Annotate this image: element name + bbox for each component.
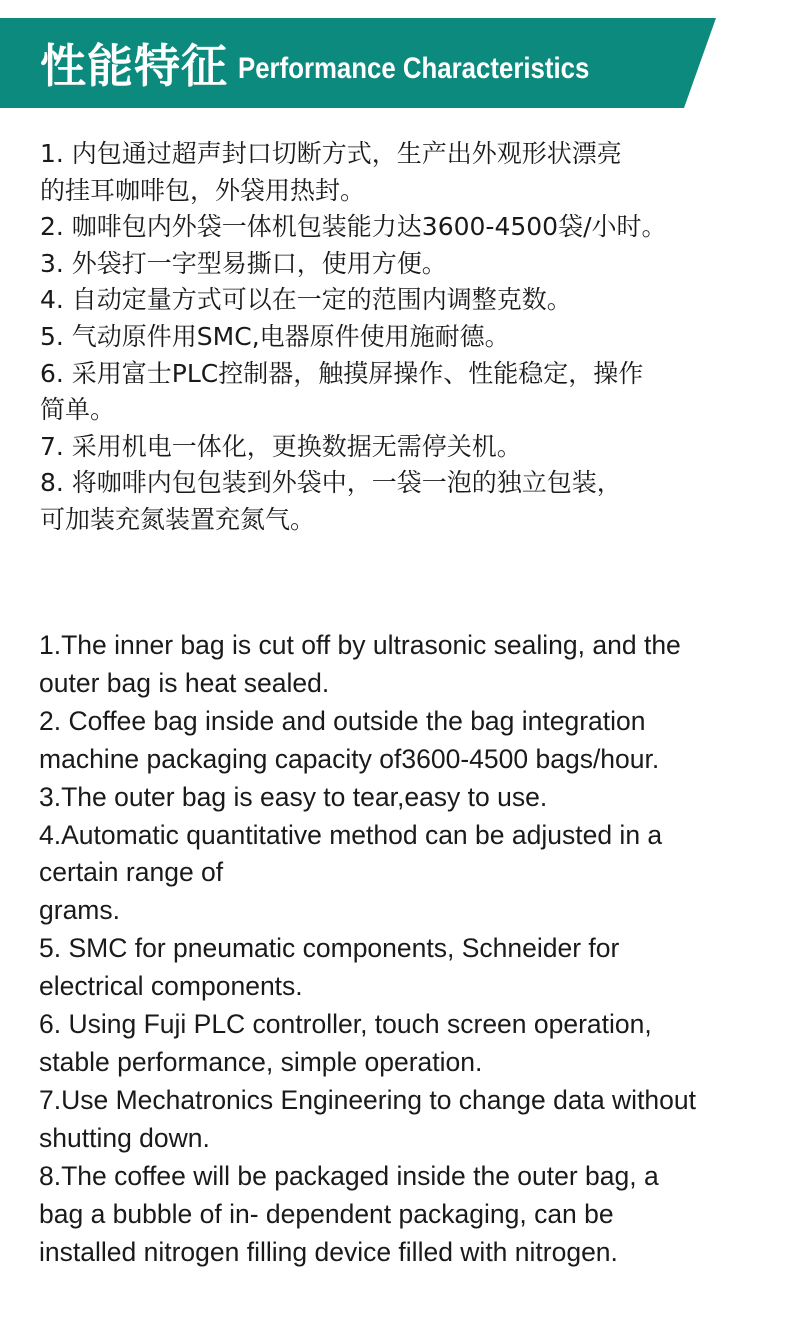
feature-item-en-line: grams. bbox=[39, 895, 120, 926]
section-title-zh: 性能特征 bbox=[40, 39, 228, 93]
feature-item-en bbox=[39, 1082, 769, 1158]
feature-item-en bbox=[39, 703, 769, 779]
feature-item-en-line: 2. Coffee bag inside and outside the bag integration bbox=[39, 705, 646, 736]
section-title bbox=[40, 18, 647, 108]
feature-item-en-line: 7.Use Mechatronics Engineering to change data without bbox=[39, 1084, 697, 1115]
feature-item-zh-line: 3. 外袋打一字型易撕口，使用方便。 bbox=[40, 248, 447, 278]
feature-item-zh-line: 7. 采用机电一体化，更换数据无需停关机。 bbox=[40, 431, 522, 461]
feature-item-en-line: 1.The inner bag is cut off by ultrasonic sealing, and the bbox=[39, 630, 681, 660]
feature-item-en-line: 8.The coffee will be packaged inside the outer bag, a bbox=[39, 1160, 659, 1191]
feature-item-en bbox=[39, 1158, 769, 1272]
feature-item-en-line: 4.Automatic quantitative method can be adjusted in a bbox=[39, 819, 663, 850]
feature-item-en-line: installed nitrogen filling device filled with nitrogen. bbox=[39, 1236, 618, 1267]
feature-item-en-line: 5. SMC for pneumatic components, Schneider for bbox=[39, 933, 620, 964]
feature-item-zh bbox=[40, 356, 766, 429]
feature-item-zh bbox=[40, 319, 766, 356]
feature-item-en-line: 3.The outer bag is easy to tear,easy to use. bbox=[39, 781, 548, 812]
feature-item-en-line: stable performance, simple operation. bbox=[39, 1046, 483, 1077]
feature-item-en-line: certain range of bbox=[39, 857, 224, 888]
feature-item-en-line: electrical components. bbox=[39, 971, 303, 1002]
feature-item-en bbox=[39, 1006, 769, 1082]
feature-item-zh bbox=[40, 136, 766, 209]
feature-item-en bbox=[39, 930, 769, 1006]
feature-item-zh bbox=[40, 429, 766, 466]
feature-item-zh-line: 简单。 bbox=[40, 395, 116, 425]
feature-item-zh-line: 2. 咖啡包内外袋一体机包装能力达3600-4500袋/小时。 bbox=[40, 212, 667, 242]
feature-item-zh-line: 6. 采用富士PLC控制器，触摸屏操作、性能稳定，操作 bbox=[40, 358, 644, 388]
feature-item-zh bbox=[40, 282, 766, 319]
feature-item-en-line: machine packaging capacity of3600-4500 bags/hour. bbox=[39, 743, 660, 774]
feature-item-en-line: bag a bubble of in- dependent packaging, can be bbox=[39, 1198, 614, 1229]
feature-item-en-line: outer bag is heat sealed. bbox=[39, 667, 330, 698]
feature-item-en bbox=[39, 817, 769, 931]
feature-item-zh-line: 1. 内包通过超声封口切断方式，生产出外观形状漂亮 bbox=[40, 139, 622, 168]
feature-item-en-line: shutting down. bbox=[39, 1122, 210, 1153]
section-header-banner bbox=[0, 18, 716, 108]
feature-item-zh-line: 5. 气动原件用SMC,电器原件使用施耐德。 bbox=[40, 321, 510, 351]
feature-item-zh-line: 8. 将咖啡内包包装到外袋中，一袋一泡的独立包装， bbox=[40, 468, 622, 498]
feature-item-en bbox=[39, 627, 769, 703]
feature-item-zh-line: 4. 自动定量方式可以在一定的范围内调整克数。 bbox=[40, 285, 572, 315]
section-title-en: Performance Characteristics bbox=[238, 52, 590, 85]
feature-item-zh bbox=[40, 465, 766, 538]
feature-item-zh-line: 的挂耳咖啡包，外袋用热封。 bbox=[40, 175, 366, 205]
feature-item-zh bbox=[40, 246, 766, 283]
feature-item-en-line: 6. Using Fuji PLC controller, touch screen operation, bbox=[39, 1009, 652, 1040]
feature-item-zh bbox=[40, 209, 766, 246]
feature-list-zh bbox=[40, 136, 766, 539]
feature-list-en bbox=[39, 627, 769, 1271]
feature-item-zh-line: 可加装充氮装置充氮气。 bbox=[40, 504, 316, 534]
feature-item-en bbox=[39, 779, 769, 817]
